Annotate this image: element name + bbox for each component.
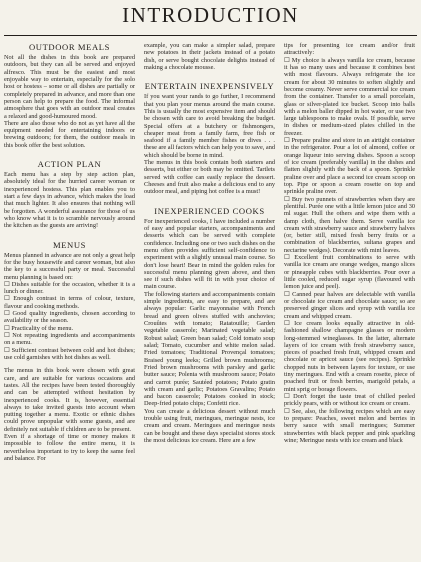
paragraph: Menus planned in advance are not only a great help for the busy housewife and career woman, but also the key to a successful party or meal. Successful menu planning is based on: bbox=[4, 251, 135, 281]
paragraph: The menus in this book were chosen with great care, and are suitable for various occasions and tastes. All the recipes have been tested thoroughly and can be attempted without hesitation by inexperienced cooks. It is, however, essential always to take invited guests into account when putting together a menu. Exotic or ethnic dishes could prove unpopular with some guests, and are definitely not suitable if children are to be present. bbox=[4, 367, 135, 433]
column-2 bbox=[144, 42, 275, 444]
list-item: ☐ My choice is always vanilla ice cream, because it has so many uses and because it combines best with most flavours. Always refrigerate the ice cream for about 30 minutes to soften slightly and become creamy. Never serve commercial ice cream from the container. Transfer to a small porcelain, glass or silver-plated ice bucket. Scoop into balls with a melon baller dipped in hot water, or use two large tablespoons to make ovals. If possible, serve in dishes or medium-sized plates chilled in the freezer. bbox=[284, 56, 415, 137]
list-item: ☐ Canned pear halves are delectable with vanilla or chocolate ice cream and chocolate sauce; so are preserved ginger slices and syrup with vanilla ice cream and whipped cream. bbox=[284, 290, 415, 320]
paragraph: There are also those who do not as yet have all the equipment needed for entertaining indoors or brewing outdoors; for them, the outdoor meals in this book offer the best solution. bbox=[4, 119, 135, 149]
paragraph: You can create a delicious dessert without much trouble using fruit, meringues, meringue nests, ice cream and cream. Meringues and meringue nests can be bought and these days specialist stores stock the most delicious ice cream. Here are a few bbox=[144, 407, 275, 444]
heading-menus: MENUS bbox=[52, 239, 87, 250]
column-3 bbox=[284, 42, 415, 444]
spacer bbox=[144, 71, 275, 81]
paragraph: Each menu has a step by step action plan, absolutely ideal for the hurried career woman or inexperienced hostess. This plan enables you to start a few days in advance, which makes the load that much lighter. It also ensures that nothing will be forgotten. A wonderful assurance for those of us who know what it is to scramble nervously around the kitchen as the guests are arriving! bbox=[4, 171, 135, 230]
paragraph: Not all the dishes in this book are prepared outdoors, but they can all be served and enjoyed alfresco. This must be the easiest and most enjoyable way to entertain, especially for the solo host or hostess – some or all dishes are partially or completely prepared in advance, and more than one person can help to prepare the food. The informal atmosphere that goes with an outdoor meal creates a relaxed and good-humoured mood. bbox=[4, 54, 135, 120]
list-item: ☐ Dishes suitable for the occasion, whether it is a lunch or dinner. bbox=[4, 280, 135, 296]
list-item: ☐ Practicality of the menu. bbox=[4, 324, 74, 332]
list-item: ☐ Excellent fruit combinations to serve with vanilla ice cream are orange wedges, mango slices or pineapple cubes with blackberries. Pour over a little cooled, reduced sugar syrup (flavoured with lemon juice and peel). bbox=[284, 254, 415, 291]
spacer bbox=[144, 196, 275, 206]
list-item: ☐ Buy two punnets of strawberries when they are plentiful. Purée one with a little lemon juice and 30 ml sugar. Hull the others and wipe them with a damp cloth, then halve them. Serve vanilla ice cream with strawberry sauce and strawberry halves (or, better still, mixed fresh berry fruits or a combination of blackberries, sultana grapes and nectarine wedges). Decorate with mint leaves. bbox=[284, 195, 415, 254]
paragraph: For inexperienced cooks, I have included a number of easy and popular starters, accompaniments and desserts which can be served with complete confidence. Including one or two such dishes on the menu often provides sufficient self-confidence to experiment with a slightly unusual main course. So don't lose heart! Bear in mind the golden rules for successful menu planning given above, and then see if such dishes will fit in with your choice of main course. bbox=[144, 217, 275, 291]
paragraph: tips for presenting ice cream and/or fruit attractively: bbox=[284, 42, 415, 57]
paragraph: Even if a shortage of time or money makes it impossible to follow the entire menu, it is nevertheless important to try to keep the same feel and balance. For bbox=[4, 433, 135, 462]
paragraph: example, you can make a simpler salad, prepare new potatoes in their jackets instead of a potato dish, or serve bought chocolate delights instead of making a chocolate mousse. bbox=[144, 42, 275, 71]
list-item: ☐ Ice cream looks equally attractive in old-fashioned shallow champagne glasses or modern long-stemmed wineglasses. In the latter, alternate layers of ice cream with fresh strawberry sauce, pieces of poached fresh fruit, whipped cream and chocolate or apricot sauce (see recipes). Sprinkle chopped nuts in between layers for texture, or use tiny meringues. End with a cream rosette, piece of poached fruit or fresh berries, marigold petals, a mint sprig or borage flowers. bbox=[284, 319, 415, 393]
heading-entertain-inexpensively: ENTERTAIN INEXPENSIVELY bbox=[144, 81, 275, 92]
list-item: ☐ Prepare praline and store in an airtight container in the refrigerator. Pour a lot of almond, coffee or orange liqueur into serving dishes. Spoon a scoop of ice cream (preferably vanilla) in the dishes and flatten slightly with the back of a spoon. Sprinkle praline over and place a second ice cream scoop on top. Pipe or spoon a cream rosette on top and sprinkle praline over. bbox=[284, 137, 415, 196]
paragraph: The menus in this book contain both starters and desserts, but either or both may be omitted. Tartlets served with coffee can easily replace the dessert. Cheeses and fruit also make a delicious end to any outdoor meal, and piping hot coffee is a must! bbox=[144, 159, 275, 196]
heading-outdoor-meals: OUTDOOR MEALS bbox=[28, 42, 111, 52]
heading-action-plan: ACTION PLAN bbox=[37, 159, 102, 170]
list-item: ☐ Enough contrast in terms of colour, texture, flavour and cooking methods. bbox=[4, 295, 135, 310]
paragraph: If you want your rands to go further, I recommend that you plan your menus around the main course. This is usually the most expensive item and should be chosen with care to avoid breaking the budget. Special offers at a butchery or fishmongers, cheaper meat from a family farm, free fish or seafood if a family member fishes or dives . . . these are all factors which can help you to save, and which should be borne in mind. bbox=[144, 93, 275, 159]
list-item: ☐ See, also, the following recipes which are easy to prepare: Peaches, sweet melon and berries in berry sauce with small meringues; Summer strawberries with black pepper and pink sparkling wine; Meringue nests with ice cream and black bbox=[284, 407, 415, 444]
column-1 bbox=[4, 42, 135, 462]
list-item: ☐ Not repeating ingredients and accompaniments on a menu. bbox=[4, 332, 135, 347]
spacer bbox=[4, 230, 135, 240]
list-item: ☐ Sufficient contrast between cold and hot dishes; use cold garnishes with hot dishes as well. bbox=[4, 346, 135, 361]
spacer bbox=[4, 149, 135, 159]
list-item: ☐ Good quality ingredients, chosen according to availability or the season. bbox=[4, 310, 135, 325]
title-rule bbox=[4, 35, 417, 36]
heading-inexperienced-cooks: INEXPERIENCED COOKS bbox=[154, 205, 265, 216]
page-title: INTRODUCTION bbox=[122, 3, 299, 27]
list-item: ☐ Don't forget the taste treat of chilled peeled prickly pears, with or without ice cream or cream. bbox=[284, 393, 415, 408]
paragraph: The following starters and accompaniments contain simple ingredients, are easy to prepare, and are always popular: Garlic mayonnaise with French bread and green olives stuffed with anchovies; Crouûtes with tomato; Ratatouille; Garden vegetable casserole; Marinated vegetable salad; Robust salad; Green bean salad; Cold tomato soup salad; Tomato, cucumber and white melon salad. Fried tomatoes; Traditional Provençal tomatoes; Braised young leeks; Grilled brown mushrooms; Fried brown mushrooms with parsley and garlic butter sauce; Polenta with mushroom sauce; Potato and carrot purée; Sautéed potatoes; Potato gratin with cream and garlic; Potatoes Gravalins; Potato and bacon casserole; Potatoes cooked in stock; Deep-fried potato chips; Confetti rice. bbox=[144, 290, 275, 408]
